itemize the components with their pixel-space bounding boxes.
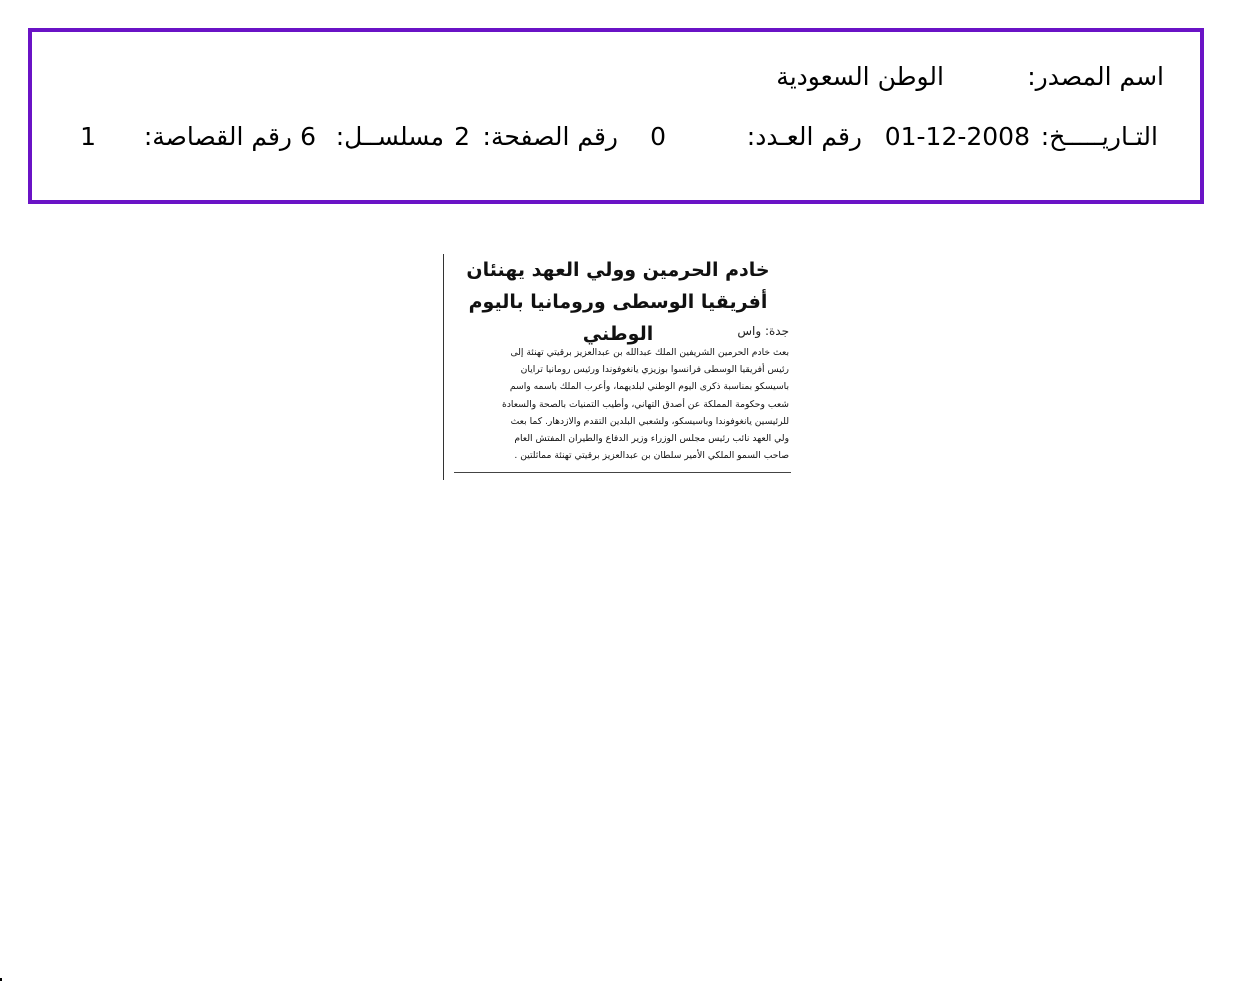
date-value: 01-12-2008 xyxy=(884,122,1030,151)
details-row xyxy=(32,122,1200,156)
body-line: شعب وحكومة المملكة عن أصدق التهاني، وأطيب التمنيات بالصحة والسعادة xyxy=(502,398,789,410)
article-dateline: جدة: واس xyxy=(737,324,789,338)
clip-label: رقم القصاصة: xyxy=(143,122,292,151)
serial-value: 6 xyxy=(300,122,316,151)
page-corner-mark xyxy=(0,978,2,981)
source-row xyxy=(32,62,1200,96)
source-value: الوطن السعودية xyxy=(776,62,944,91)
body-line: باسيسكو بمناسبة ذكرى اليوم الوطني لبلديهما، وأعرب الملك باسمه واسم xyxy=(509,381,789,393)
article-body xyxy=(453,344,789,464)
body-line: صاحب السمو الملكي الأمير سلطان بن عبدالعزيز برقيتي تهنئة مماثلتين . xyxy=(514,450,789,462)
source-label: اسم المصدر: xyxy=(1027,62,1164,91)
page-label: رقم الصفحة: xyxy=(482,122,618,151)
source-metadata-box xyxy=(28,28,1204,204)
serial-label: مسلســل: xyxy=(335,122,444,151)
article-bottom-rule xyxy=(454,472,791,473)
body-line: ولي العهد نائب رئيس مجلس الوزراء وزير الدفاع والطيران المفتش العام xyxy=(514,433,789,445)
issue-value: 0 xyxy=(650,122,666,151)
body-line: بعث خادم الحرمين الشريفين الملك عبدالله بن عبدالعزيز برقيتي تهنئة إلى xyxy=(510,347,789,358)
date-label: التـاريـــــخ: xyxy=(1040,122,1158,151)
headline-line-1: خادم الحرمين وولي العهد يهنئان xyxy=(466,259,770,281)
issue-label: رقم العـدد: xyxy=(746,122,862,151)
clip-value: 1 xyxy=(80,122,96,151)
body-line: للرئيسين يانغوفوندا وباسيسكو، ولشعبي البلدين التقدم والازدهار. كما بعث xyxy=(510,415,789,427)
newspaper-clipping xyxy=(443,254,791,480)
page-value: 2 xyxy=(454,122,470,151)
article-headline xyxy=(453,254,783,350)
body-line: رئيس أفريقيا الوسطى فرانسوا بوزيزي يانغوفوندا ورئيس رومانيا ترايان xyxy=(520,364,789,376)
headline-line-2: أفريقيا الوسطى ورومانيا باليوم الوطني xyxy=(468,291,768,345)
